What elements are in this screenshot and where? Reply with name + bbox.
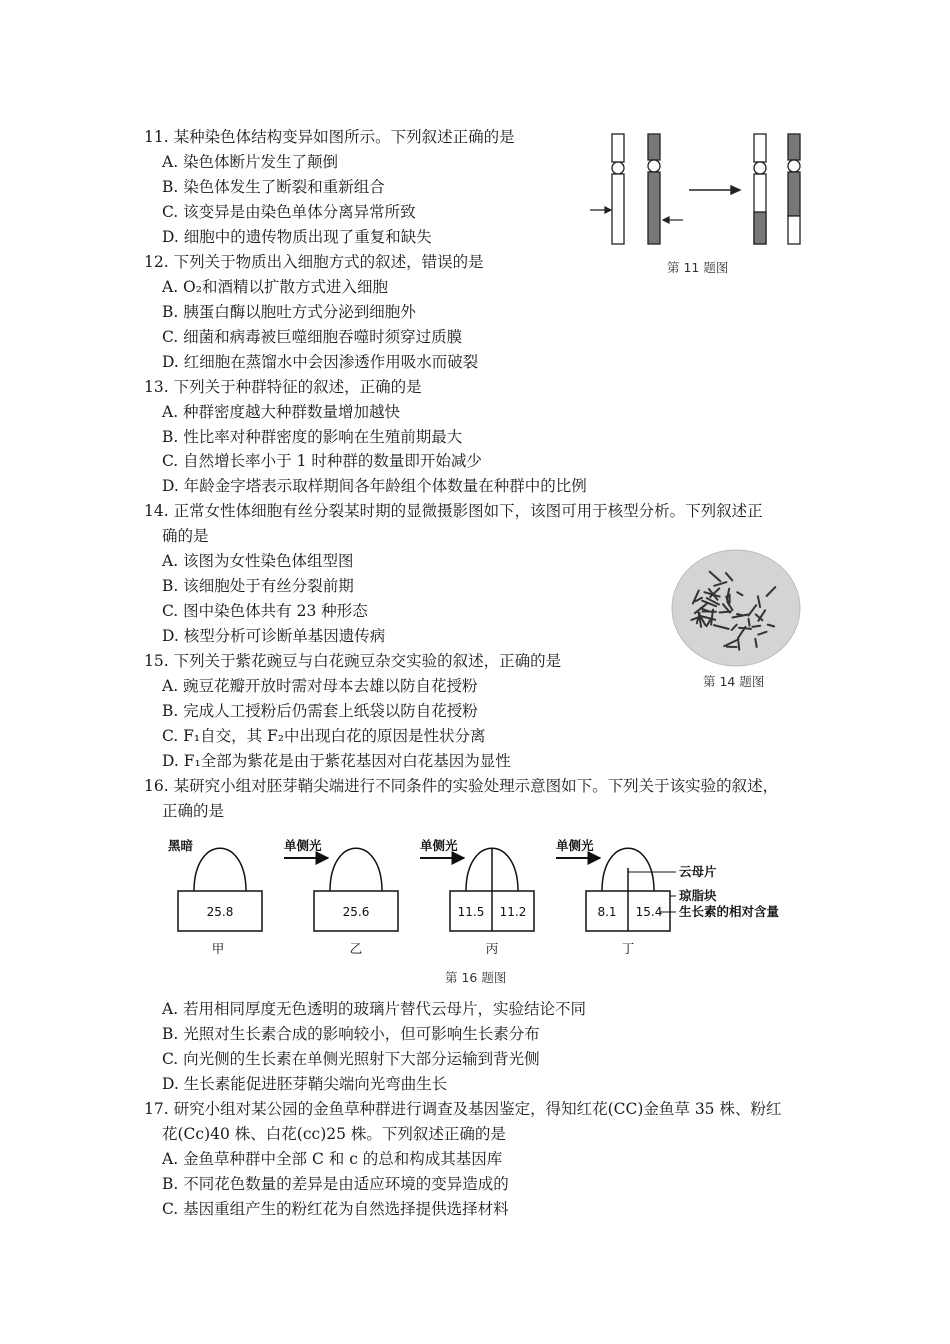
break-arrow-right [663, 217, 683, 223]
q14-option-c: C. 图中染色体共有 23 种形态 [162, 602, 368, 620]
value-jia: 25.8 [206, 905, 234, 919]
label-yi: 乙 [349, 941, 363, 956]
annotation-agar: 琼脂块 [679, 888, 717, 903]
condition-label-bing: 单侧光 [420, 838, 458, 853]
q13-option-c: C. 自然增长率小于 1 时种群的数量即开始减少 [162, 452, 482, 470]
group-yi [284, 838, 398, 956]
q13-option-a: A. 种群密度越大种群数量增加越快 [162, 403, 401, 421]
q11-option-d: D. 细胞中的遗传物质出现了重复和缺失 [162, 228, 432, 246]
value-bing-left: 11.5 [457, 905, 485, 919]
group-jia [168, 838, 262, 956]
annotation-auxin: 生长素的相对含量 [679, 904, 780, 919]
chromosome-spot [739, 628, 751, 629]
q12-option-b: B. 胰蛋白酶以胞吐方式分泌到细胞外 [162, 303, 416, 321]
q11-option-c: C. 该变异是由染色单体分离异常所致 [162, 203, 416, 221]
chromosome-4 [788, 134, 800, 244]
q17-option-a: A. 金鱼草种群中全部 C 和 c 的总和构成其基因库 [162, 1150, 503, 1168]
group-bing [420, 838, 534, 956]
label-ding: 丁 [621, 941, 635, 956]
q17-stem-line1: 17. 研究小组对某公园的金鱼草种群进行调查及基因鉴定，得知红花(CC)金鱼草 35 株、粉红 [144, 1100, 782, 1118]
chromosome-3 [754, 134, 766, 244]
q11-chromosome-figure [585, 132, 815, 252]
q14-figure-caption: 第 14 题图 [703, 674, 765, 689]
value-bing-right: 11.2 [499, 905, 527, 919]
q12-option-a: A. O₂和酒精以扩散方式进入细胞 [162, 278, 388, 296]
q11-option-b: B. 染色体发生了断裂和重新组合 [162, 178, 385, 196]
condition-label-jia: 黑暗 [168, 838, 194, 853]
q12-option-d: D. 红细胞在蒸馏水中会因渗透作用吸水而破裂 [162, 353, 479, 371]
q12-option-c: C. 细菌和病毒被巨噬细胞吞噬时须穿过质膜 [162, 328, 463, 346]
value-yi: 25.6 [342, 905, 370, 919]
annotation-mica: 云母片 [679, 864, 717, 879]
q11-option-a: A. 染色体断片发生了颠倒 [162, 153, 339, 171]
q16-option-a: A. 若用相同厚度无色透明的玻璃片替代云母片，实验结论不同 [162, 1000, 587, 1018]
coleoptile-tip-jia [194, 848, 246, 891]
q17-option-b: B. 不同花色数量的差异是由适应环境的变异造成的 [162, 1175, 509, 1193]
q15-option-d: D. F₁全部为紫花是由于紫花基因对白花基因为显性 [162, 752, 511, 770]
chromosome-2 [648, 134, 660, 244]
label-bing: 丙 [485, 941, 499, 956]
chromosome-spot [752, 626, 760, 627]
group-ding [556, 838, 780, 956]
q14-option-b: B. 该细胞处于有丝分裂前期 [162, 577, 354, 595]
q16-option-c: C. 向光侧的生长素在单侧光照射下大部分运输到背光侧 [162, 1050, 540, 1068]
q17-stem-line2: 花(Cc)40 株、白花(cc)25 株。下列叙述正确的是 [162, 1125, 506, 1143]
coleoptile-tip-yi [330, 848, 382, 891]
q16-option-d: D. 生长素能促进胚芽鞘尖端向光弯曲生长 [162, 1075, 448, 1093]
q15-option-b: B. 完成人工授粉后仍需套上纸袋以防自花授粉 [162, 702, 478, 720]
condition-label-yi: 单侧光 [284, 838, 322, 853]
value-ding-left: 8.1 [597, 905, 617, 919]
q14-option-d: D. 核型分析可诊断单基因遗传病 [162, 627, 386, 645]
chromosome-spot [738, 641, 739, 649]
q14-stem-line1: 14. 正常女性体细胞有丝分裂某时期的显微摄影图如下，该图可用于核型分析。下列叙述正 [144, 502, 763, 520]
label-jia: 甲 [211, 941, 225, 956]
value-ding-right: 15.4 [635, 905, 663, 919]
q13-stem: 13. 下列关于种群特征的叙述，正确的是 [144, 378, 422, 396]
q11-stem: 11. 某种染色体结构变异如图所示。下列叙述正确的是 [144, 128, 515, 146]
condition-label-ding: 单侧光 [556, 838, 594, 853]
chromosome-spot [755, 639, 756, 647]
q14-stem-line2: 确的是 [162, 527, 209, 545]
q13-option-d: D. 年龄金字塔表示取样期间各年龄组个体数量在种群中的比例 [162, 477, 587, 495]
q12-stem: 12. 下列关于物质出入细胞方式的叙述，错误的是 [144, 253, 484, 271]
q16-stem-line2: 正确的是 [162, 802, 225, 820]
q11-figure-caption: 第 11 题图 [667, 260, 729, 275]
q14-option-a: A. 该图为女性染色体组型图 [162, 552, 354, 570]
q16-figure-caption: 第 16 题图 [445, 970, 507, 985]
q13-option-b: B. 性比率对种群密度的影响在生殖前期最大 [162, 428, 463, 446]
chromosome-1 [612, 134, 624, 244]
q15-option-c: C. F₁自交，其 F₂中出现白花的原因是性状分离 [162, 727, 486, 745]
q17-option-c: C. 基因重组产生的粉红花为自然选择提供选择材料 [162, 1200, 509, 1218]
q16-option-b: B. 光照对生长素合成的影响较小，但可影响生长素分布 [162, 1025, 540, 1043]
q16-coleoptile-figure [160, 828, 810, 958]
q16-stem-line1: 16. 某研究小组对胚芽鞘尖端进行不同条件的实验处理示意图如下。下列关于该实验的叙述， [144, 777, 779, 795]
q14-micrograph [670, 548, 802, 668]
chromosome-spot [720, 612, 732, 613]
transform-arrow [689, 186, 740, 194]
break-arrow-left [590, 207, 611, 213]
q15-stem: 15. 下列关于紫花豌豆与白花豌豆杂交实验的叙述，正确的是 [144, 652, 562, 670]
chromosome-spot [749, 619, 750, 626]
q15-option-a: A. 豌豆花瓣开放时需对母本去雄以防自花授粉 [162, 677, 478, 695]
